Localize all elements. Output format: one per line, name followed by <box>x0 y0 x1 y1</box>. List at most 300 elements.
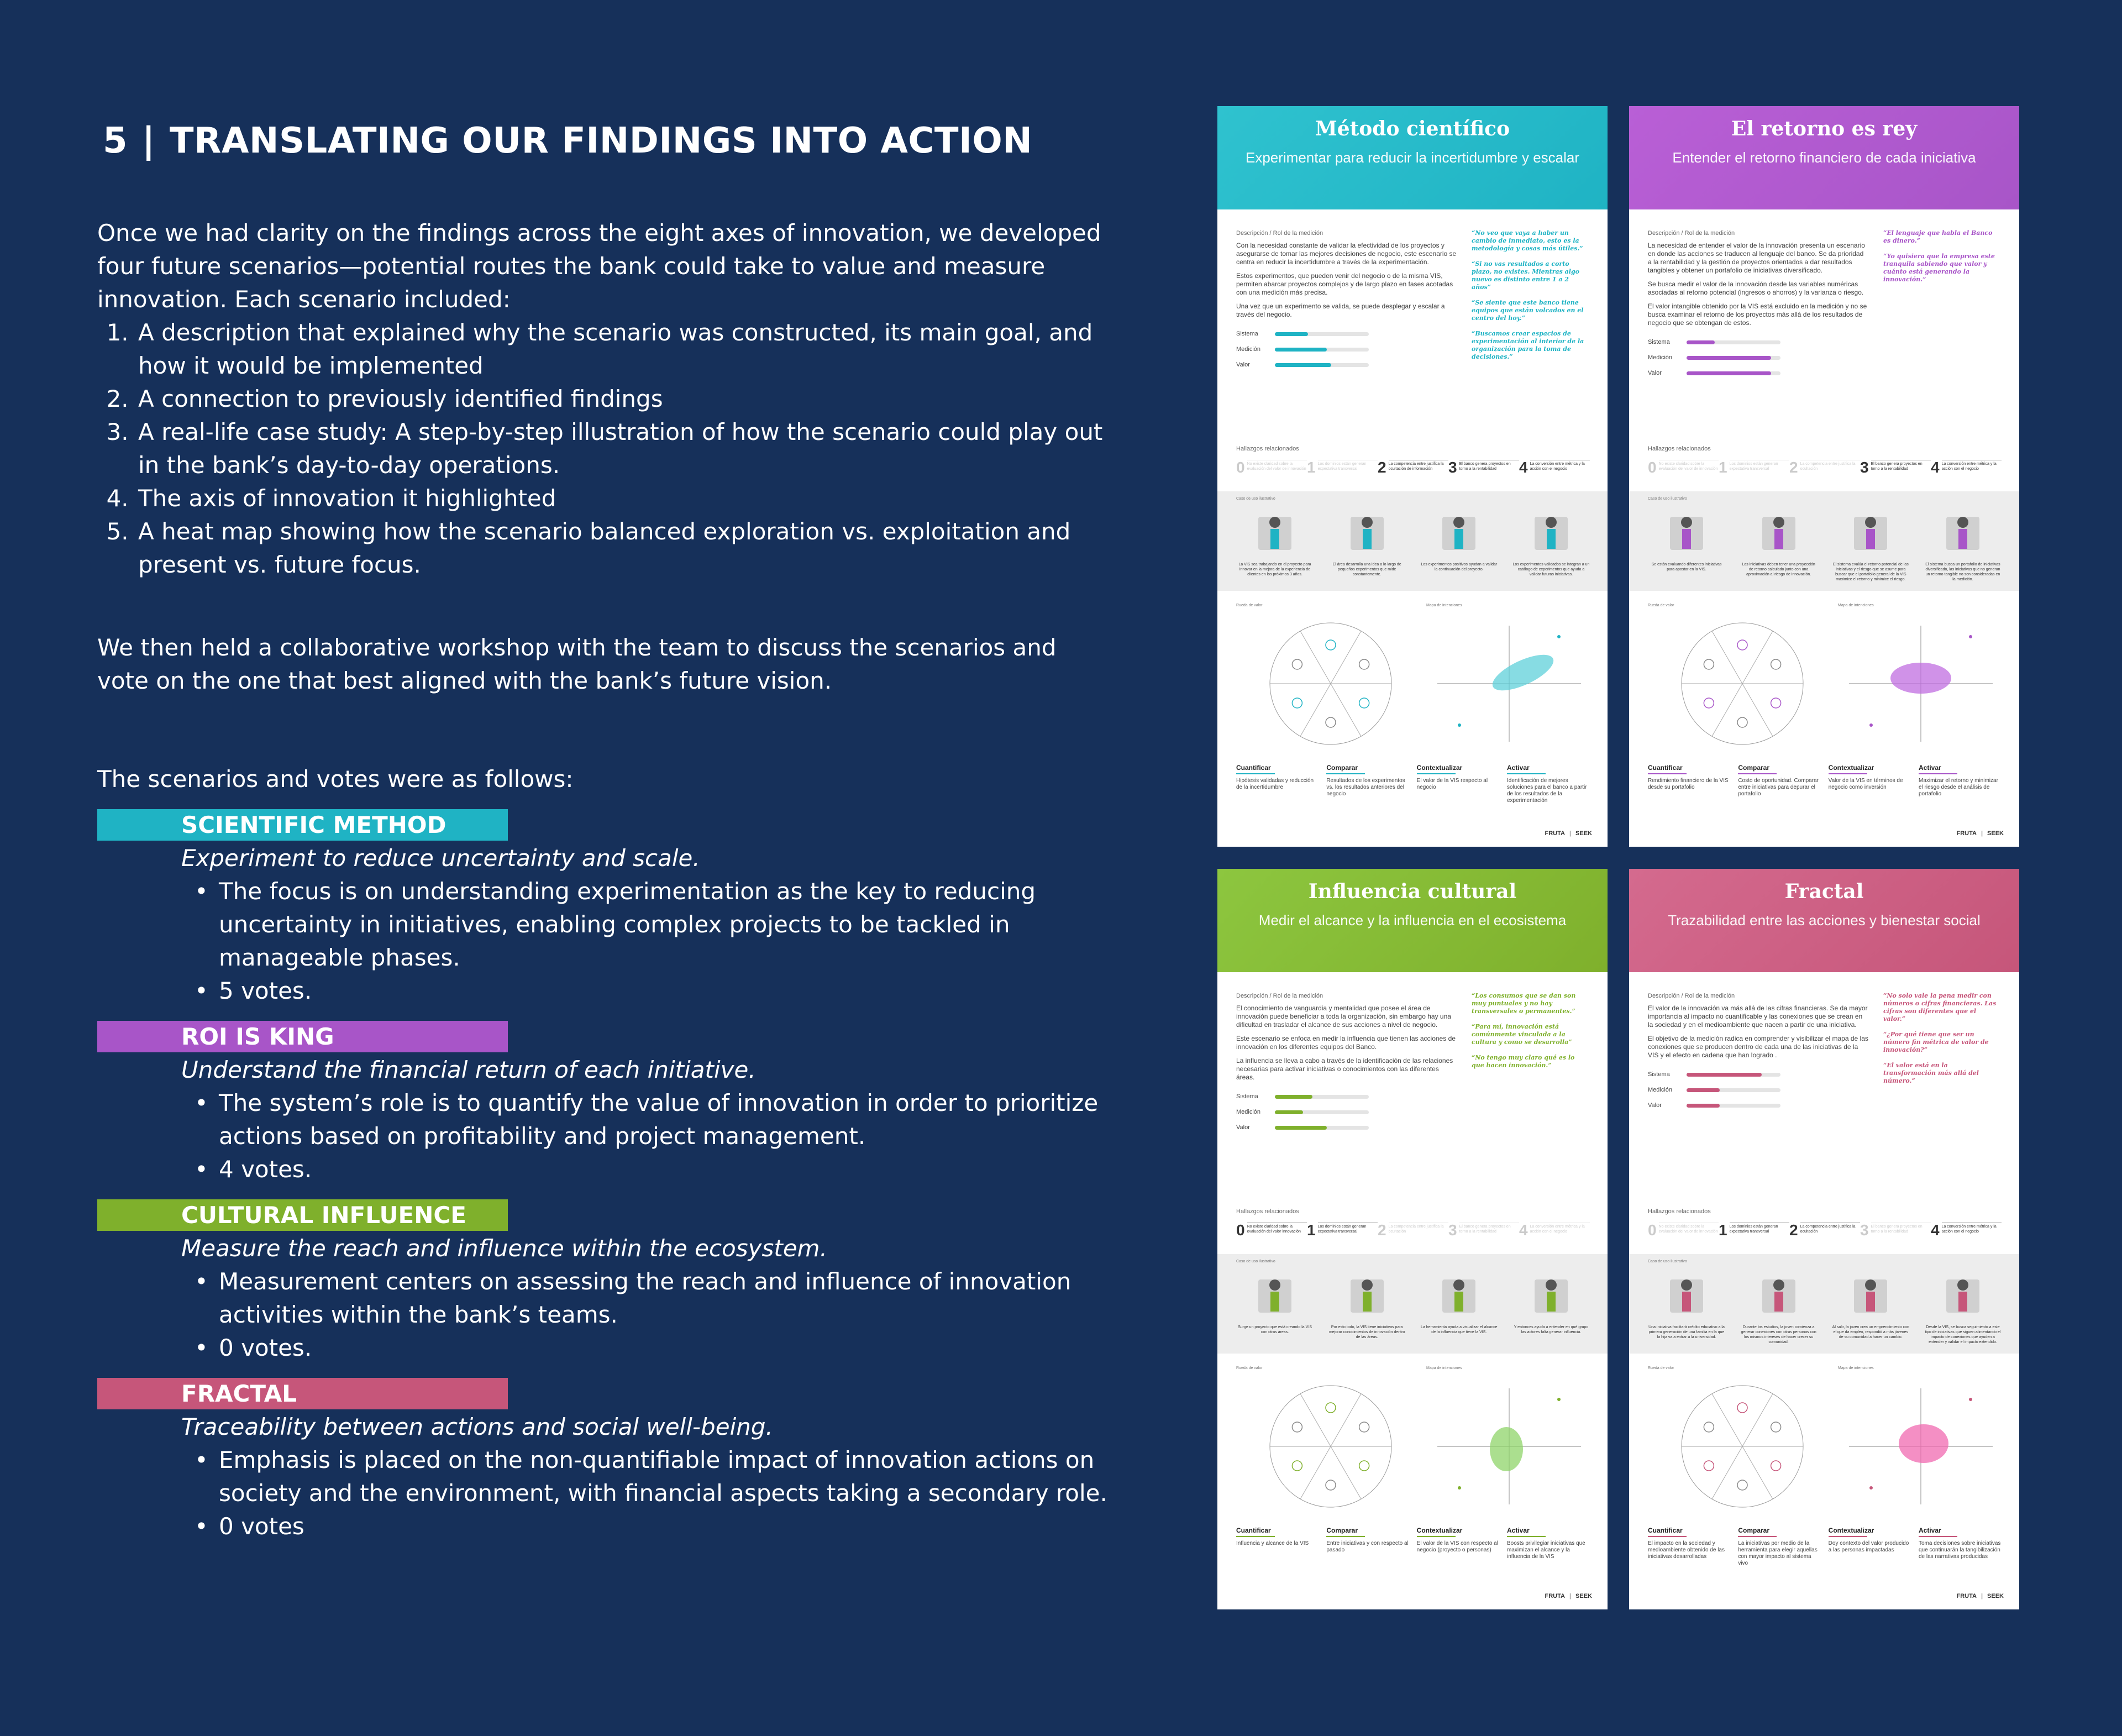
bar-track <box>1275 363 1369 367</box>
card-subtitle: Entender el retorno financiero de cada iniciativa <box>1672 149 1976 166</box>
finding-number: 0 <box>1648 459 1657 476</box>
case-study-caption: Al salir, la joven crea un emprendimiento con el que da empleo, respondió a más jóvenes de su comunidad a hacer un cambio. <box>1832 1325 1909 1339</box>
bar-row <box>1236 1124 1369 1131</box>
case-illustration-figure <box>1773 1279 1784 1291</box>
case-illustration-accent <box>1547 1292 1556 1312</box>
bar-fill <box>1275 348 1327 352</box>
card-quote: “Buscamos crear espacios de experimentación al interior de la organización para la toma de decisiones.” <box>1472 330 1584 360</box>
votes-intro: The scenarios and votes were as follows: <box>97 765 574 793</box>
case-illustration <box>1924 1268 2002 1321</box>
wheel-divider <box>1331 1394 1361 1446</box>
case-study-caption: La VIS sea trabajando en el proyecto para innovar en la mejora de la experiencia de clientes en los próximos 3 años. <box>1238 563 1311 576</box>
wheel-segment-icon <box>1359 1461 1369 1471</box>
finding-number: 0 <box>1236 459 1245 476</box>
finding-text: La conversión entre métrica y la acción con el negocio <box>1942 460 2002 475</box>
case-illustration-graphic <box>1236 1268 1314 1321</box>
value-wheel <box>1262 615 1400 753</box>
finding-item <box>1648 1223 1719 1238</box>
case-study-caption: Se están evaluando diferentes iniciativas para apostar en la VIS. <box>1651 563 1722 571</box>
case-study-caption: Y entonces ayuda a entender en qué grupo las actores falta generar influencia. <box>1514 1325 1589 1334</box>
wheel-segment-icon <box>1771 1461 1781 1471</box>
section-title: TRANSLATING OUR FINDINGS INTO ACTION <box>169 120 1033 161</box>
intention-map-label: Mapa de intenciones <box>1426 1366 1462 1370</box>
scenario-bullet: • Emphasis is placed on the non-quantifiable impact of innovation actions on society and the environment, with financial aspects taking a secondary role. <box>195 1444 1114 1510</box>
case-illustration-graphic <box>1832 506 1909 559</box>
scenario-card <box>1217 869 1608 1609</box>
case-illustration-graphic <box>1512 506 1590 559</box>
action-item <box>1738 764 1821 798</box>
footer-brand-a: FRUTA <box>1545 1593 1565 1599</box>
wheel-segment-icon <box>1292 1422 1302 1432</box>
intro-list-item: 3. A real-life case study: A step-by-step illustration of how the scenario could play out in the bank’s day-to-day operations. <box>136 416 1114 482</box>
wheel-segment-icon <box>1737 717 1747 727</box>
card-actions <box>1648 1527 2002 1567</box>
bar-label: Medición <box>1236 1109 1261 1115</box>
wheel-divider <box>1712 684 1742 736</box>
action-description: El valor de la VIS con respecto al negocio (proyecto o personas) <box>1416 1540 1498 1553</box>
value-wheel-label: Rueda de valor <box>1236 604 1263 607</box>
finding-number: 1 <box>1307 459 1316 476</box>
action-description: Maximizar el retorno y minimizar el riesgo desde el análisis de portafolio <box>1918 778 1998 797</box>
footer-separator: | <box>1569 830 1572 837</box>
map-marker <box>1869 723 1873 727</box>
finding-text: Los dominios están generan expectativa transversal <box>1318 1223 1378 1238</box>
workshop-paragraph: We then held a collaborative workshop with the team to discuss the scenarios and vote on the one that best aligned with the bank’s future vision. <box>97 634 1057 694</box>
card-actions <box>1236 1527 1590 1560</box>
card-title: Influencia cultural <box>1308 880 1517 903</box>
footer-separator: | <box>1981 830 1983 837</box>
finding-text: El banco genera proyectos en torno a la rentabilidad <box>1459 1223 1519 1238</box>
case-study-step <box>1328 1268 1406 1340</box>
bar-label: Valor <box>1236 361 1250 368</box>
map-marker <box>1557 1398 1561 1401</box>
case-study-label: Caso de uso ilustrativo <box>1648 497 1687 501</box>
bar-track <box>1275 332 1369 336</box>
action-title: Activar <box>1507 1527 1546 1537</box>
case-study-step <box>1924 506 2002 582</box>
scenario-bullets <box>97 1087 1114 1186</box>
case-illustration-graphic <box>1648 1268 1725 1321</box>
section-heading <box>103 120 1114 161</box>
finding-number: 1 <box>1719 459 1727 476</box>
scenario-card <box>1629 869 2019 1609</box>
case-illustration <box>1420 1268 1498 1321</box>
map-marker <box>1458 1486 1461 1490</box>
finding-item <box>1378 1223 1448 1238</box>
wheel-segment-icon <box>1326 717 1336 727</box>
case-illustration-accent <box>1774 1292 1783 1312</box>
bar-label: Sistema <box>1236 1093 1258 1100</box>
finding-item <box>1236 460 1307 475</box>
wheel-segment-icon <box>1326 640 1336 650</box>
finding-number: 1 <box>1307 1221 1316 1239</box>
case-study-caption: Durante los estudios, la joven comienza a generar conexiones con otras personas con los mismos intereses de hacer crecer su comunidad. <box>1741 1325 1816 1344</box>
case-study-band <box>1217 491 1608 591</box>
wheel-divider <box>1712 631 1742 684</box>
bar-fill <box>1275 1110 1303 1114</box>
case-illustration-accent <box>1866 1292 1875 1312</box>
section-number: 5 <box>103 120 128 161</box>
intention-map <box>1838 1377 2004 1515</box>
card-description-paragraph: La influencia se lleva a cabo a través de la identificación de las relaciones necesarias para activar iniciativas o conocimientos con las diferentes áreas. <box>1236 1057 1453 1081</box>
card-quote: “Yo quisiera que la empresa este tranquila sabiendo que valor y cuánto está generando la innovación.” <box>1883 253 1995 283</box>
map-heat-area <box>1488 648 1558 698</box>
finding-item <box>1307 1223 1378 1238</box>
finding-item <box>1648 460 1719 475</box>
action-item <box>1417 1527 1500 1560</box>
bar-track <box>1275 1126 1369 1130</box>
action-description: Valor de la VIS en términos de negocio como inversión <box>1828 778 1903 790</box>
finding-number: 0 <box>1236 1221 1245 1239</box>
card-description-paragraph: Este escenario se enfoca en medir la influencia que tienen las acciones de innovación en los diferentes equipos del Banco. <box>1236 1035 1456 1051</box>
findings-label: Hallazgos relacionados <box>1648 1208 1711 1215</box>
case-illustration-figure <box>1865 1279 1876 1291</box>
card-description-label: Descripción / Rol de la medición <box>1236 993 1323 999</box>
case-illustration-accent <box>1866 529 1875 549</box>
card-description <box>1648 1004 1869 1060</box>
wheel-segment-icon <box>1737 1480 1747 1490</box>
bar-track <box>1687 356 1780 360</box>
wheel-divider <box>1331 631 1361 684</box>
case-illustration-accent <box>1454 529 1463 549</box>
card-body <box>1629 209 2019 377</box>
finding-text: No existe claridad sobre la evaluación del valor de innovación <box>1659 460 1719 475</box>
action-title: Cuantificar <box>1648 1527 1687 1537</box>
action-title: Contextualizar <box>1417 764 1456 774</box>
finding-number: 3 <box>1860 1221 1869 1239</box>
bar-row <box>1648 1086 1780 1094</box>
bar-fill <box>1687 1088 1720 1092</box>
wheel-segment-icon <box>1771 659 1781 669</box>
case-study-caption: El área desarrolla una idea a lo largo de pequeños experimentos que mide constantemente. <box>1332 563 1401 576</box>
card-title: Método científico <box>1315 117 1510 140</box>
card-description-paragraph: El conocimiento de vanguardia y mentalidad que posee el área de innovación puede beneficiar a toda la organización, sin embargo hay una dificultad en trasladar el alcance de sus acciones a nivel de negocio. <box>1236 1004 1451 1029</box>
value-wheel-label: Rueda de valor <box>1236 1366 1263 1370</box>
bar-track <box>1275 348 1369 352</box>
case-study-caption: Las iniciativas deben tener una proyección de retorno calculado junto con una aproximación al riesgo de innovación. <box>1742 563 1815 576</box>
footer-brand-b: SEEK <box>1575 830 1592 837</box>
case-illustration <box>1924 506 2002 559</box>
case-study-steps <box>1648 506 2002 582</box>
wheel-divider <box>1742 1446 1773 1499</box>
wheel-segment-icon <box>1292 698 1302 708</box>
case-study-step <box>1648 1268 1725 1345</box>
case-illustration-graphic <box>1740 506 1818 559</box>
bar-row <box>1236 330 1369 338</box>
case-illustration-figure <box>1269 1279 1280 1291</box>
card-description-paragraph: Estos experimentos, que pueden venir del negocio o de la misma VIS, permiten abarcar proyectos complejos y de largo plazo en fases acotadas con una medición más precisa. <box>1236 272 1453 296</box>
action-description: Entre iniciativas y con respecto al pasado <box>1326 1540 1409 1553</box>
action-title: Activar <box>1507 764 1546 774</box>
finding-text: La competencia entre justifica la ocultación <box>1800 460 1860 475</box>
case-illustration <box>1328 506 1406 559</box>
intro-paragraph: Once we had clarity on the findings across the eight axes of innovation, we developed four future scenarios—potential routes the bank could take to value and measure innovation. Each scenario included: <box>97 219 1101 313</box>
finding-item <box>1860 460 1931 475</box>
bar-fill <box>1687 1073 1762 1077</box>
wheel-segment-icon <box>1292 1461 1302 1471</box>
case-study-steps <box>1648 1268 2002 1345</box>
case-study-step <box>1740 506 1818 582</box>
finding-text: Los dominios están generan expectativa transversal <box>1318 460 1378 475</box>
case-study-caption: La herramienta ayuda a visualizar el alcance de la influencia que tiene la VIS. <box>1421 1325 1498 1334</box>
card-footer <box>1545 830 1592 837</box>
footer-brand-b: SEEK <box>1575 1593 1592 1599</box>
scenario-bullet: • The system’s role is to quantify the value of innovation in order to prioritize actions based on profitability and project management. <box>195 1087 1114 1153</box>
scenario-bullet: • 5 votes. <box>195 974 1114 1008</box>
case-study-step <box>1924 1268 2002 1345</box>
card-quote: “No tengo muy claro qué es lo que hacen innovación.” <box>1472 1054 1575 1069</box>
case-illustration-graphic <box>1740 1268 1818 1321</box>
findings-row <box>1236 460 1590 475</box>
bar-fill <box>1687 1104 1720 1108</box>
bar-row <box>1236 1108 1369 1116</box>
case-illustration <box>1512 506 1590 559</box>
case-illustration-graphic <box>1420 1268 1498 1321</box>
action-item <box>1417 764 1500 804</box>
footer-brand-b: SEEK <box>1987 1593 2004 1599</box>
bar-label: Medición <box>1648 1087 1673 1093</box>
finding-text: Los dominios están generan expectativa transversal <box>1730 460 1789 475</box>
footer-separator: | <box>1569 1593 1572 1599</box>
case-illustration-graphic <box>1648 506 1725 559</box>
action-description: Hipótesis validadas y reducción de la incertidumbre <box>1236 778 1314 790</box>
case-study-band <box>1217 1254 1608 1354</box>
map-marker <box>1969 1398 1972 1401</box>
case-study-steps <box>1236 506 1590 577</box>
action-description: Toma decisiones sobre iniciativas que continuarán la tangibilización de las narrativas producidas <box>1918 1540 2001 1560</box>
footer-brand-a: FRUTA <box>1545 830 1565 837</box>
scenario-bullet: • Measurement centers on assessing the reach and influence of innovation activities within the bank’s teams. <box>195 1265 1114 1331</box>
finding-item <box>1236 1223 1307 1238</box>
case-illustration-accent <box>1958 1292 1967 1312</box>
bar-row <box>1648 369 1780 377</box>
wheel-divider <box>1300 684 1331 736</box>
case-study-step <box>1236 1268 1314 1340</box>
finding-text: Los dominios están generan expectativa transversal <box>1730 1223 1789 1238</box>
case-illustration-accent <box>1774 529 1783 549</box>
finding-item <box>1378 460 1448 475</box>
finding-item <box>1519 460 1590 475</box>
finding-number: 4 <box>1931 459 1940 476</box>
bar-fill <box>1687 340 1715 344</box>
wheel-segment-icon <box>1737 1403 1747 1413</box>
wheel-divider <box>1300 1446 1331 1499</box>
action-item <box>1648 764 1731 798</box>
case-illustration <box>1328 1268 1406 1321</box>
case-illustration <box>1420 506 1498 559</box>
finding-text: La competencia entre justifica la ocultación de información <box>1389 460 1448 475</box>
card-subtitle: Medir el alcance y la influencia en el ecosistema <box>1258 912 1567 929</box>
card-quote: “El valor está en la transformación más allá del número.” <box>1883 1062 1979 1084</box>
case-illustration-figure <box>1681 1279 1692 1291</box>
case-illustration-figure <box>1453 517 1464 528</box>
wheel-segment-icon <box>1771 1422 1781 1432</box>
bar-track <box>1687 340 1780 344</box>
case-study-step <box>1512 1268 1590 1340</box>
bar-track <box>1275 1110 1369 1114</box>
case-illustration <box>1236 1268 1314 1321</box>
intention-map-label: Mapa de intenciones <box>1838 604 1874 607</box>
wheel-segment-icon <box>1771 698 1781 708</box>
scenario-card <box>1629 106 2019 847</box>
wheel-segment-icon <box>1359 1422 1369 1432</box>
case-illustration-accent <box>1454 1292 1463 1312</box>
case-illustration <box>1832 1268 1909 1321</box>
card-quotes <box>1883 992 1999 1093</box>
case-study-step <box>1740 1268 1818 1345</box>
finding-number: 2 <box>1789 459 1798 476</box>
bar-row <box>1648 338 1780 346</box>
action-description: Costo de oportunidad. Comparar entre iniciativas para depurar el portafolio <box>1738 778 1819 797</box>
case-study-step <box>1236 506 1314 577</box>
case-illustration <box>1512 1268 1590 1321</box>
case-illustration-accent <box>1363 529 1372 549</box>
scenario-name-bar: ROI IS KING <box>97 1021 508 1052</box>
case-illustration-accent <box>1958 529 1967 549</box>
bar-row <box>1236 361 1369 369</box>
card-description-label: Descripción / Rol de la medición <box>1236 230 1323 237</box>
card-quotes <box>1472 992 1588 1077</box>
findings-label: Hallazgos relacionados <box>1236 445 1299 452</box>
bar-label: Sistema <box>1648 339 1670 345</box>
case-study-band <box>1629 491 2019 591</box>
scenario-name-bar: FRACTAL <box>97 1378 508 1409</box>
bar-label: Sistema <box>1236 331 1258 337</box>
action-description: El valor de la VIS respecto al negocio <box>1416 778 1488 790</box>
card-description-paragraph: El objetivo de la medición radica en comprender y visibilizar el mapa de las conexiones que se producen dentro de cada una de las iniciativas de la VIS y el efecto en cadena que han logrado . <box>1648 1035 1868 1059</box>
card-actions <box>1648 764 2002 798</box>
case-study-label: Caso de uso ilustrativo <box>1236 1260 1275 1263</box>
bar-track <box>1687 1088 1780 1092</box>
scenario-bullet: • 0 votes <box>195 1510 1114 1543</box>
case-illustration-accent <box>1682 1292 1691 1312</box>
case-illustration <box>1740 506 1818 559</box>
footer-brand-a: FRUTA <box>1956 830 1977 837</box>
map-marker <box>1458 723 1461 727</box>
card-bars <box>1236 1093 1369 1131</box>
finding-text: La conversión entre métrica y la acción con el negocio <box>1942 1223 2002 1238</box>
case-illustration-accent <box>1682 529 1691 549</box>
card-body <box>1217 972 1608 1131</box>
bar-label: Valor <box>1648 1102 1662 1109</box>
case-illustration-figure <box>1546 1279 1557 1291</box>
action-item <box>1829 764 1911 798</box>
scenario-block <box>97 1021 1114 1186</box>
case-illustration-figure <box>1957 517 1968 528</box>
case-study-step <box>1832 506 1909 582</box>
wheel-segment-icon <box>1326 1480 1336 1490</box>
scenario-bullets <box>97 1444 1114 1543</box>
intention-map <box>1838 615 2004 753</box>
finding-item <box>1789 1223 1860 1238</box>
action-description: Resultados de los experimentos vs. los resultados anteriores del negocio <box>1326 778 1405 797</box>
case-study-step <box>1512 506 1590 577</box>
card-description-label: Descripción / Rol de la medición <box>1648 993 1735 999</box>
wheel-divider <box>1742 684 1773 736</box>
value-wheel <box>1673 1377 1811 1515</box>
card-bars <box>1648 1071 1780 1109</box>
finding-item <box>1719 1223 1789 1238</box>
case-illustration <box>1740 1268 1818 1321</box>
bar-row <box>1236 345 1369 353</box>
finding-text: La competencia entre justifica la ocultación <box>1800 1223 1860 1238</box>
footer-separator: | <box>1981 1593 1983 1599</box>
intro-list-item: 5. A heat map showing how the scenario balanced exploration vs. exploitation and present vs. future focus. <box>136 515 1114 581</box>
card-description-paragraph: El valor de la innovación va más allá de las cifras financieras. Se da mayor importancia al impacto no cuantificable y las conexiones que se crean en la sociedad y en el medioambiente que nacen a partir de una iniciativa. <box>1648 1004 1868 1029</box>
case-study-steps <box>1236 1268 1590 1340</box>
finding-text: El banco genera proyectos en torno a la rentabilidad <box>1871 460 1931 475</box>
heading-separator: | <box>142 120 155 161</box>
scenario-block <box>97 1199 1114 1365</box>
case-illustration-graphic <box>1328 1268 1406 1321</box>
case-study-caption: El sistema evalúa el retorno potencial de las iniciativas y el riesgo que se asume para buscar que el portafolio general de la VIS maximice el retorno y minimice el riesgo. <box>1832 563 1909 581</box>
value-wheel <box>1673 615 1811 753</box>
case-study-step <box>1420 506 1498 577</box>
card-body <box>1629 972 2019 1109</box>
finding-text: No existe claridad sobre la evaluación del valor de innovación <box>1247 460 1307 475</box>
intention-map-label: Mapa de intenciones <box>1426 604 1462 607</box>
case-study-caption: Desde la VIS, se busca seguimiento a este tipo de iniciativas que siguen alimentando el impacto de conexiones que ayuden a entender y validar el impacto extendido. <box>1925 1325 2001 1344</box>
case-study-step <box>1648 506 1725 582</box>
map-heat-area <box>1490 1427 1523 1471</box>
finding-number: 2 <box>1789 1221 1798 1239</box>
card-header <box>1629 106 2019 209</box>
finding-text: La conversión entre métrica y la acción con el negocio <box>1530 460 1590 475</box>
card-title: El retorno es rey <box>1731 117 1918 140</box>
wheel-segment-icon <box>1292 659 1302 669</box>
case-study-label: Caso de uso ilustrativo <box>1236 497 1275 501</box>
case-illustration-accent <box>1270 1292 1279 1312</box>
card-quote: “El lenguaje que habla el Banco es dinero.” <box>1883 229 1993 244</box>
action-title: Cuantificar <box>1648 764 1687 774</box>
case-illustration-graphic <box>1236 506 1314 559</box>
action-item <box>1507 764 1590 804</box>
scenario-bullet: • 4 votes. <box>195 1153 1114 1186</box>
scenario-subtitle: Understand the financial return of each initiative. <box>181 1056 756 1083</box>
action-title: Comparar <box>1326 764 1365 774</box>
wheel-divider <box>1300 1394 1331 1446</box>
card-actions <box>1236 764 1590 804</box>
wheel-divider <box>1712 1394 1742 1446</box>
wheel-segment-icon <box>1359 698 1369 708</box>
card-quote: “Para mí, innovación está comúnmente vinculada a la cultura y como se desarrolla” <box>1472 1023 1572 1046</box>
wheel-divider <box>1742 631 1773 684</box>
card-description-paragraph: La necesidad de entender el valor de la innovación presenta un escenario en donde las acciones se traducen al lenguaje del banco. Se da prioridad a la rentabilidad y la gestión de proyectos orientados a dar resultados tangibles y obtener un portafolio de iniciativas diversificado. <box>1648 242 1865 274</box>
bar-row <box>1648 354 1780 361</box>
finding-number: 2 <box>1378 1221 1386 1239</box>
case-study-caption: Una iniciativa facilitará crédito educativo a la primera generación de una familia en la que la hija va a entrar a la universidad. <box>1648 1325 1725 1339</box>
findings-row <box>1648 1223 2002 1238</box>
left-column <box>97 120 1114 1543</box>
scenario-name-bar: SCIENTIFIC METHOD <box>97 809 508 841</box>
finding-number: 0 <box>1648 1221 1657 1239</box>
finding-text: No existe claridad sobre la evaluación del valor innovación <box>1247 1223 1307 1238</box>
action-item <box>1829 1527 1911 1567</box>
card-footer <box>1956 830 2004 837</box>
action-item <box>1507 1527 1590 1560</box>
case-illustration-figure <box>1681 517 1692 528</box>
bar-label: Valor <box>1236 1124 1250 1131</box>
wheel-segment-icon <box>1704 698 1714 708</box>
action-title: Activar <box>1919 1527 1957 1537</box>
finding-item <box>1931 1223 2002 1238</box>
finding-item <box>1448 460 1519 475</box>
case-illustration <box>1648 1268 1725 1321</box>
bar-row <box>1648 1071 1780 1078</box>
case-study-band <box>1629 1254 2019 1354</box>
finding-number: 4 <box>1519 1221 1528 1239</box>
intention-map <box>1426 1377 1592 1515</box>
